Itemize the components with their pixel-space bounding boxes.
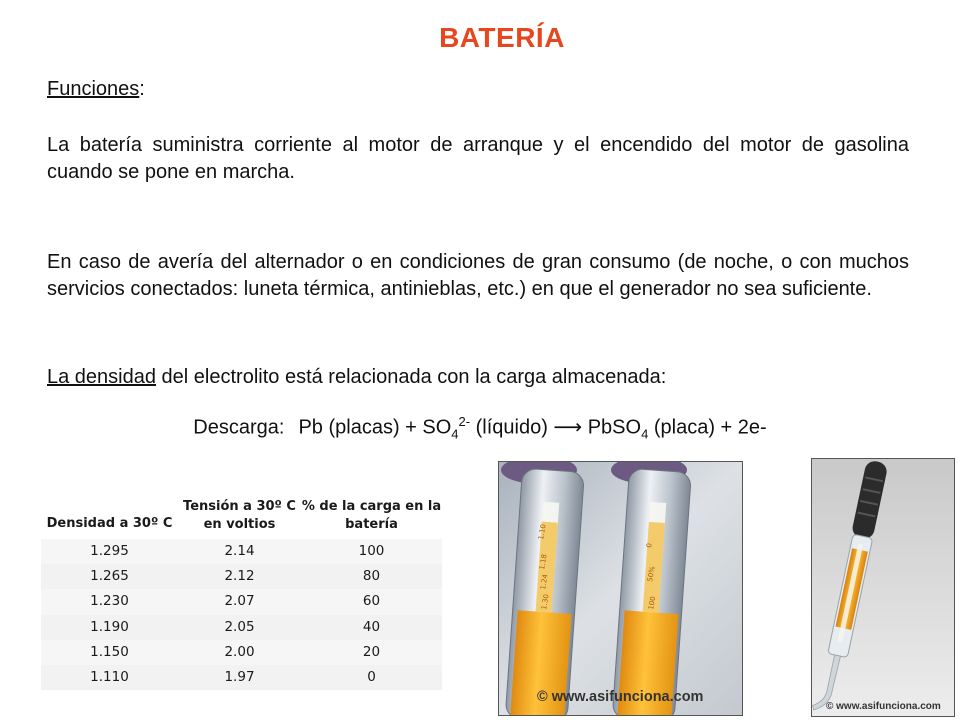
heading-suffix: : — [139, 78, 145, 100]
equation-part2: (líquido) ⟶ PbSO — [470, 416, 642, 439]
cell-charge: 60 — [362, 593, 381, 610]
cell-voltage: 2.07 — [224, 593, 255, 610]
density-underlined: La densidad — [47, 366, 156, 388]
equation-part3: (placa) + 2e- — [648, 416, 767, 439]
header-voltage: Tensión a 30º C en voltios — [183, 499, 296, 532]
cell-voltage: 2.05 — [224, 618, 255, 635]
header-density: Densidad a 30º C — [46, 516, 173, 531]
scale-label: 100 — [647, 595, 658, 611]
page-title: BATERÍA — [439, 22, 565, 53]
table-row — [41, 665, 442, 690]
equation-label: Descarga: — [193, 416, 285, 439]
watermark-left: © www.asifunciona.com — [537, 689, 704, 705]
paragraph-3-rest: del electrolito está relacionada con la carga almacenada: — [155, 366, 667, 388]
scale-label: 1.30 — [540, 593, 551, 611]
hydrometer-tubes-photo — [498, 461, 743, 716]
scale-label: 50% — [646, 565, 657, 583]
cell-density: 1.230 — [90, 593, 129, 610]
table-header-row — [41, 493, 442, 539]
scale-label: 1.10 — [537, 523, 548, 541]
table-row — [41, 589, 442, 614]
equation-sup1: 2- — [458, 414, 471, 429]
cell-density: 1.295 — [90, 543, 129, 559]
hydrometer-bulb-illustration — [812, 459, 954, 716]
cell-voltage: 2.00 — [224, 643, 255, 660]
watermark-right: © www.asifunciona.com — [826, 701, 941, 712]
cell-density: 1.150 — [90, 643, 129, 660]
cell-density: 1.190 — [90, 618, 129, 635]
density-table — [41, 493, 442, 690]
equation-sub2: 4 — [641, 426, 649, 442]
equation-part1: Pb (placas) + SO — [298, 416, 452, 439]
header-charge: % de la carga en la batería — [301, 499, 442, 532]
cell-voltage: 2.12 — [224, 568, 255, 585]
discharge-equation — [0, 408, 960, 448]
cell-voltage: 2.14 — [224, 543, 255, 559]
table-row — [41, 640, 442, 665]
cell-charge: 20 — [362, 643, 381, 660]
cell-charge: 40 — [362, 618, 381, 635]
table-row — [41, 615, 442, 640]
scale-label: 1.18 — [538, 553, 549, 571]
scale-label: 0 — [645, 542, 654, 549]
hydrometer-bulb-photo — [811, 458, 955, 717]
heading-label: Funciones — [47, 78, 140, 100]
equation-sub1: 4 — [451, 426, 459, 442]
cell-charge: 80 — [362, 568, 381, 585]
table-row — [41, 564, 442, 589]
paragraph-2: En caso de avería del alternador o en condiciones de gran consumo (de noche, o con muchos servicios conectados: luneta térmica, antinieblas, etc.) en que el generador no sea suficiente. — [47, 251, 909, 300]
scale-label: 1.24 — [539, 573, 550, 591]
cell-charge: 0 — [367, 668, 376, 685]
cell-charge: 100 — [358, 543, 385, 559]
table-row — [41, 539, 442, 564]
hydrometer-tubes-illustration — [499, 462, 742, 715]
cell-voltage: 1.97 — [224, 668, 255, 685]
cell-density: 1.265 — [90, 568, 129, 585]
cell-density: 1.110 — [90, 668, 129, 685]
section-heading — [47, 76, 909, 103]
paragraph-1: La batería suministra corriente al motor de arranque y el encendido del motor de gasolina cuando se pone en marcha. — [47, 134, 909, 183]
paragraph-3 — [47, 364, 909, 391]
